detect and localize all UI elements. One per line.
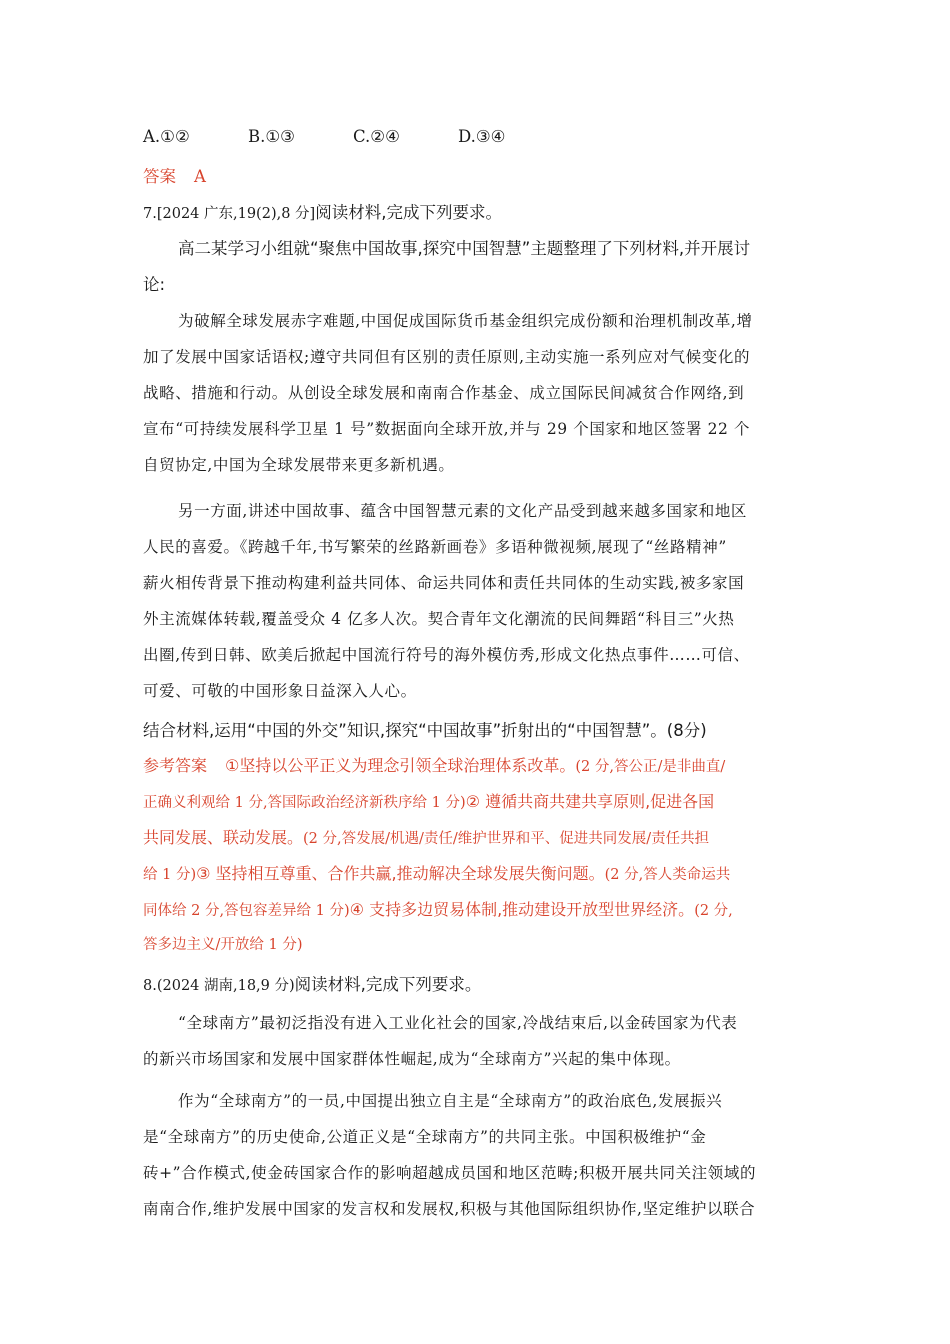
q7-answer-line: 共同发展、联动发展。(2 分,答发展/机遇/责任/维护世界和平、促进共同发展/责任共担 — [143, 828, 710, 847]
option-d: D.③④ — [458, 127, 506, 146]
q7-answer-line: 参考答案 ①坚持以公平正义为理念引领全球治理体系改革。(2 分,答公正/是非曲直/ — [143, 756, 726, 775]
q8-material-line: 砖+”合作模式,使金砖国家合作的影响超越成员国和地区范畴;积极开展共同关注领域的 — [143, 1164, 757, 1182]
q6-options — [143, 127, 813, 146]
q7-stem: 阅读材料,完成下列要求。 — [315, 203, 502, 222]
q8-source: 8.(2024 湖南,18,9 分) — [143, 978, 295, 994]
q7-material-line: 宣布“可持续发展科学卫星 1 号”数据面向全球开放,并与 29 个国家和地区签署 22 个 — [143, 420, 751, 438]
q7-heading — [143, 199, 813, 223]
option-b: B.①③ — [248, 127, 295, 146]
q7-material-line: 可爱、可敬的中国形象日益深入人心。 — [143, 682, 417, 700]
answer-label: 参考答案 — [143, 756, 208, 775]
q7-answer-line: 同体给 2 分,答包容差异给 1 分)④ 支持多边贸易体制,推动建设开放型世界经济。(2 分, — [143, 900, 733, 919]
option-a: A.①② — [143, 127, 190, 146]
q8-material-line: 的新兴市场国家和发展中国家群体性崛起,成为“全球南方”兴起的集中体现。 — [143, 1050, 681, 1068]
q7-question: 结合材料,运用“中国的外交”知识,探究“中国故事”折射出的“中国智慧”。(8分) — [143, 721, 707, 740]
q8-heading — [143, 971, 813, 995]
q8-material-line: 作为“全球南方”的一员,中国提出独立自主是“全球南方”的政治底色,发展振兴 — [178, 1092, 723, 1110]
q7-intro-line: 高二某学习小组就“聚焦中国故事,探究中国智慧”主题整理了下列材料,并开展讨 — [178, 239, 751, 258]
q8-material-line: 南南合作,维护发展中国家的发言权和发展权,积极与其他国际组织协作,坚定维护以联合 — [143, 1200, 756, 1218]
q8-material-line: “全球南方”最初泛指没有进入工业化社会的国家,冷战结束后,以金砖国家为代表 — [178, 1014, 738, 1032]
q7-material-line: 自贸协定,中国为全球发展带来更多新机遇。 — [143, 456, 455, 474]
q7-answer-line: 给 1 分)③ 坚持相互尊重、合作共赢,推动解决全球发展失衡问题。(2 分,答人类命运共 — [143, 864, 731, 883]
q7-answer-line: 答多边主义/开放给 1 分) — [143, 937, 303, 953]
q7-material-line: 战略、措施和行动。从创设全球发展和南南合作基金、成立国际民间减贫合作网络,到 — [143, 384, 745, 402]
q8-stem: 阅读材料,完成下列要求。 — [294, 975, 482, 994]
q6-answer — [143, 163, 813, 187]
q8-material-line: 是“全球南方”的历史使命,公道正义是“全球南方”的共同主张。中国积极维护“金 — [143, 1128, 707, 1146]
answer-value: A — [194, 167, 206, 186]
option-c: C.②④ — [353, 127, 400, 146]
q7-material-line: 人民的喜爱。《跨越千年,书写繁荣的丝路新画卷》多语种微视频,展现了“丝路精神” — [143, 538, 727, 556]
q7-answer-line: 正确义利观给 1 分,答国际政治经济新秩序给 1 分)② 遵循共商共建共享原则,促进各国 — [143, 792, 715, 811]
q7-intro-line: 论: — [143, 275, 166, 294]
q7-material-line: 外主流媒体转载,覆盖受众 4 亿多人次。契合青年文化潮流的民间舞蹈“科目三”火热 — [143, 610, 735, 628]
q7-material-line: 薪火相传背景下推动构建利益共同体、命运共同体和责任共同体的生动实践,被多家国 — [143, 574, 745, 592]
q7-material-line: 出圈,传到日韩、欧美后掀起中国流行符号的海外模仿秀,形成文化热点事件……可信、 — [143, 646, 750, 664]
q7-source: 7.[2024 广东,19(2),8 分] — [143, 206, 316, 222]
q7-material-line: 为破解全球发展赤字难题,中国促成国际货币基金组织完成份额和治理机制改革,增 — [178, 312, 753, 330]
answer-label: 答案 — [143, 167, 176, 186]
q7-material-line: 加了发展中国家话语权;遵守共同但有区别的责任原则,主动实施一系列应对气候变化的 — [143, 348, 751, 366]
q7-material-line: 另一方面,讲述中国故事、蕴含中国智慧元素的文化产品受到越来越多国家和地区 — [178, 502, 748, 520]
